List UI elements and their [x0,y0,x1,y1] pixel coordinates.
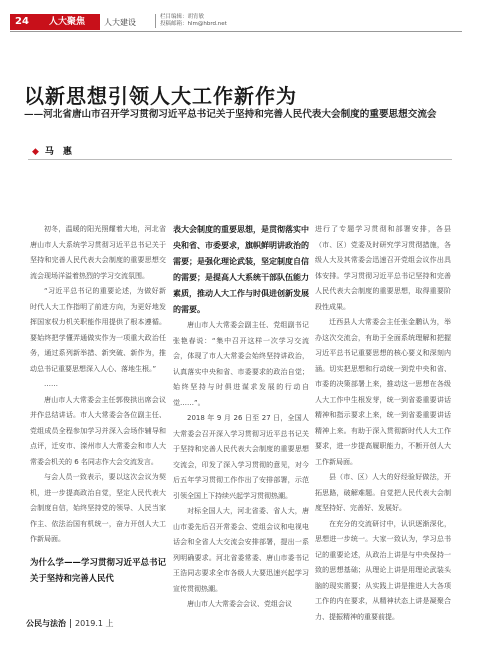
header-divider [10,31,462,32]
paragraph: 唐山市人大常委会会议、党组会议 [187,600,292,608]
paragraph: 迁西县人大常委会主任张金鹏认为，举办这次交流会，有助于全面系统理解和把握习近平总书记重要思想的核心要义和深刻内涵。切实把思想和行动统一到党中央和省、市委的决策部署上来，推动这一思想在各级人大工作中生根发芽，统一到省委重要讲话精神和指示要求上来，统一到省委重要讲话精神上来。有助于深入贯彻新时代人大工作要求，进一步提高履职能力，不断开创人大工作新局面。 [315,318,451,466]
paragraph: 与会人员一致表示，要以这次会议为契机，进一步提高政治自觉，坚定人民代表大会制度自信，始终坚持党的领导、人民当家作主、依法治国有机统一，奋力开创人大工作新局面。 [30,473,166,543]
paragraph: 唐山市人大常委会主任郭俊拱出席会议并作总结讲话。市人大常委会各位副主任、党组成员全程参加学习并深入会场作辅导和点评，迁安市、滦州市人大常委会和市人大常委会机关的 6 名同志作大会交流发言。 [30,395,166,466]
subsection-label: 人大建设 [104,18,136,27]
journal-name: 公民与法治 [26,619,66,628]
paragraph: 对标全国人大，河北省委、省人大，唐山市委先后召开常委会、党组会议和电视电话会和全省人大交流会安排部署，提出一系列明确要求。河北省委常委、唐山市委书记王浩同志要求全市各级人大要迅速兴起学习宣传贯彻热潮。 [173,507,309,593]
text-column-3 [315,222,451,625]
page-number: 24 [10,14,34,30]
editor-meta [155,14,227,28]
paragraph: 在充分的交流研讨中，认识逐渐深化，思想进一步统一。大家一致认为，学习总书记的重要论述，从政治上讲是与中央保持一致的思想基础；从理论上讲是用理论武装头脑的现实需要；从实践上讲是推进人大各项工作的内在要求，从精神状态上讲是凝聚合力、提振精神的重要前提。 [315,519,451,621]
article-subtitle: ——河北省唐山市召开学习贯彻习近平总书记关于坚持和完善人民代表大会制度的重要思想交流会 [24,109,437,120]
heading-continuation: 表大会制度的重要思想，是贯彻落实中央和省、市委要求，旗帜鲜明讲政治的需要；是强化理论武装，坚定制度自信的需要；是提高人大系统干部队伍能力素质，推动人大工作与时俱进创新发展的需要。 [173,225,309,314]
section-tab: 人大聚焦 [34,14,100,30]
diamond-icon: ◆ [32,147,39,157]
author-byline [32,144,72,157]
page-footer [26,618,114,629]
ellipsis: …… [44,380,58,388]
page-header [0,14,480,30]
paragraph: 初冬，温暖的阳光照耀着大地，河北省唐山市人大系统学习贯彻习近平总书记关于坚持和完善人民代表大会制度的重要思想交流会现场洋溢着热烈的学习交流氛围。 [30,225,166,280]
section-heading: 为什么学——学习贯彻习近平总书记关于坚持和完善人民代 [30,556,166,583]
paragraph: 进行了专题学习贯彻和部署安排，各县（市、区）党委及时研究学习贯彻措施，各级人大及其常委会迅速召开党组会议作出具体安排。学习贯彻习近平总书记坚持和完善人民代表大会制度的重要思想，取得重要阶段性成果。 [315,225,451,311]
email-line: 投稿邮箱：hlm@hbrd.net [160,21,227,27]
paragraph: 县（市、区）人大的好经验好做法，开拓思路，破解难题。自觉把人民代表大会制度坚持好、完善好、发展好。 [315,473,451,512]
text-column-2 [173,222,309,613]
article-title: 以新思想引领人大工作新作为 [24,84,297,108]
author-divider [28,159,452,160]
paragraph: 2018 年 9 月 26 日至 27 日，全国人大常委会召开深入学习贯彻习近平总书记关于坚持和完善人民代表大会制度的重要思想交流会，印发了深入学习贯彻的意见，对今后五年学习贯彻工作作出了安排部署，示范引领全国上下持续兴起学习贯彻热潮。 [173,414,309,500]
editor-line: 栏目编辑：胡宵敏 [160,14,205,20]
author-name: 马 惠 [44,147,72,157]
issue-label: 2019.1 上 [70,619,114,628]
paragraph: 唐山市人大常委会副主任、党组副书记张艳春说：“集中召开这样一次学习交流会，体现了市人大常委会始终坚持讲政治，认真落实中央和省、市委要求的政治自觉；始终坚持与时俱进谋求发展的行动自觉……”。 [173,321,309,407]
text-column-1 [30,222,166,587]
paragraph: “习近平总书记的重要论述，为做好新时代人大工作指明了前进方向，为更好地发挥国家权力机关职能作用提供了根本遵循。要始终把学懂弄通做实作为一项重大政治任务，通过系列新举措、新突破、新作为，推动总书记重要思想深入人心、落地生根。” [30,287,166,373]
